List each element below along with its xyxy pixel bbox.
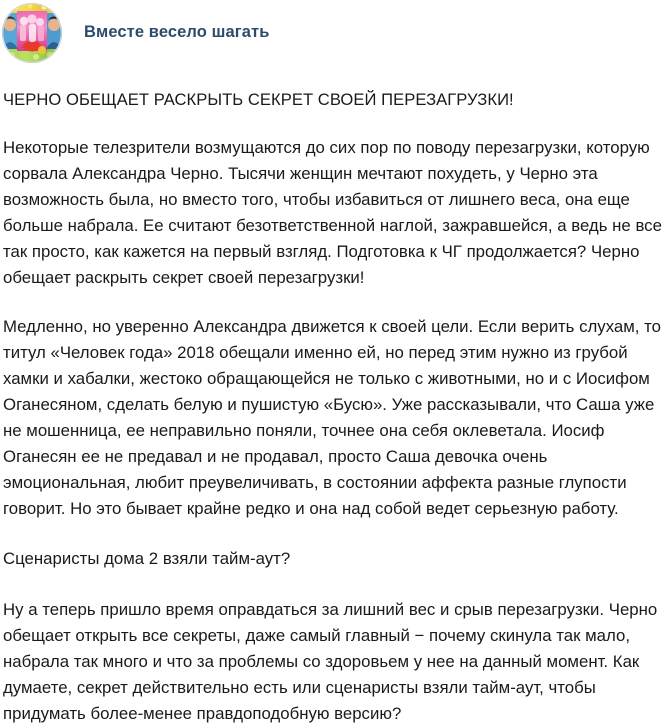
post-header xyxy=(0,0,670,64)
post-paragraph: Некоторые телезрители возмущаются до сих пор по поводу перезагрузки, которую сорвала Александра Черно. Тысячи женщин мечтают похудеть, у Черно эта возможность была, но вместо того, чтобы избавиться от лишнего веса, она еще больше набрала. Ее считают безответственной наглой, зажравшейся, а ведь не все так просто, как кажется на первый взгляд. Подготовка к ЧГ продолжается? Черно обещает раскрыть секрет своей перезагрузки! xyxy=(3,138,662,287)
post-subheading: Сценаристы дома 2 взяли тайм-аут? xyxy=(3,549,291,568)
post-body xyxy=(0,87,670,727)
post-headline: ЧЕРНО ОБЕЩАЕТ РАСКРЫТЬ СЕКРЕТ СВОЕЙ ПЕРЕЗАГРУЗКИ! xyxy=(3,90,514,109)
group-name[interactable]: Вместе весело шагать xyxy=(84,22,270,41)
avatar-image xyxy=(2,3,62,63)
avatar[interactable] xyxy=(2,3,62,63)
post-paragraph: Медленно, но уверенно Александра движется к своей цели. Если верить слухам, то титул «Человек года» 2018 обещали именно ей, но перед этим нужно из грубой хамки и хабалки, жестоко обращающейся не только с животными, но и с Иосифом Оганесяном, сделать белую и пушистую «Бусю». Уже рассказывали, что Саша уже не мошенница, ее неправильно поняли, точнее она себя оклеветала. Иосиф Оганесян ее не предавал и не продавал, просто Саша девочка очень эмоциональная, любит преувеличивать, в состоянии аффекта разные глупости говорит. Но это бывает крайне редко и она над собой ведет серьезную работу. xyxy=(3,317,662,518)
post-paragraph: Ну а теперь пришло время оправдаться за лишний вес и срыв перезагрузки. Черно обещает открыть все секреты, даже самый главный − почему скинула так мало, набрала так много и что за проблемы со здоровьем у нее на данный момент. Как думаете, секрет действительно есть или сценаристы взяли тайм-аут, чтобы придумать более-менее правдоподобную версию? xyxy=(3,600,658,723)
